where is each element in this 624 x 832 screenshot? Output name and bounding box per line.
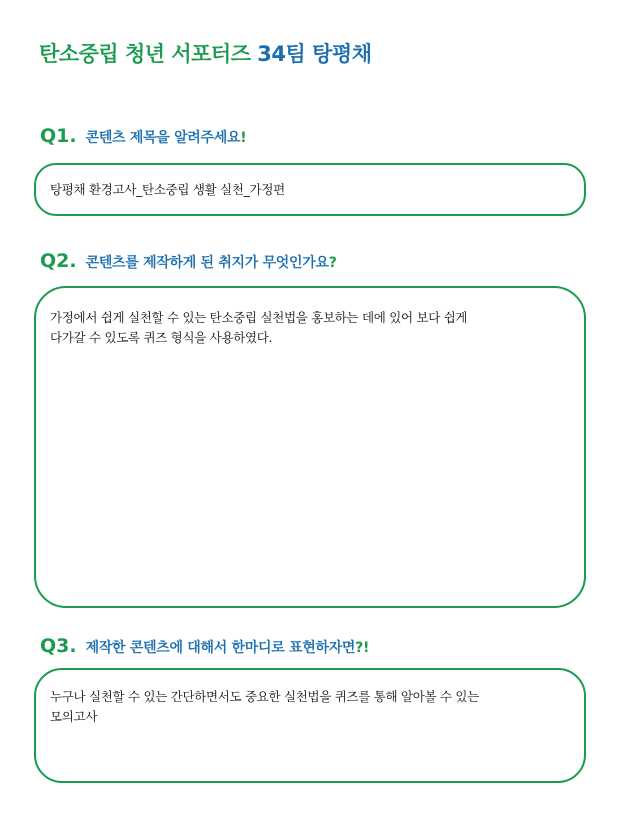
question-3-number: Q3. [40, 635, 77, 657]
document-title [39, 38, 371, 68]
question-1-mark: ! [240, 130, 247, 146]
question-2-number: Q2. [40, 250, 77, 272]
question-1 [40, 125, 246, 147]
question-1-text [86, 127, 247, 147]
answer-2-text: 가정에서 쉽게 실천할 수 있는 탄소중립 실천법을 홍보하는 데에 있어 보다 쉽게 다가갈 수 있도록 퀴즈 형식을 사용하였다. [50, 310, 468, 345]
answer-1-box [34, 163, 586, 216]
question-3-mark: ?! [355, 640, 370, 656]
question-2-mark: ? [328, 255, 337, 271]
title-part-2: 34팀 탕평채 [257, 42, 372, 66]
title-part-1: 탄소중립 청년 서포터즈 [39, 42, 258, 66]
question-2-text [86, 252, 337, 272]
answer-2-box [34, 286, 586, 608]
answer-3-text: 누구나 실천할 수 있는 간단하면서도 중요한 실천법을 퀴즈를 통해 알아볼 수 있는 모의고사 [50, 689, 479, 724]
question-3-text [86, 637, 369, 657]
answer-1-text: 탕평채 환경고사_탄소중립 생활 실천_가정편 [50, 182, 285, 197]
question-1-text-main: 콘텐츠 제목을 알려주세요 [85, 130, 241, 146]
answer-3-box [34, 668, 586, 783]
question-2 [40, 250, 337, 272]
question-1-number: Q1. [40, 125, 77, 147]
question-3-text-main: 제작한 콘텐츠에 대해서 한마디로 표현하자면 [85, 640, 356, 656]
question-2-text-main: 콘텐츠를 제작하게 된 취지가 무엇인가요 [85, 255, 329, 271]
question-3 [40, 635, 369, 657]
